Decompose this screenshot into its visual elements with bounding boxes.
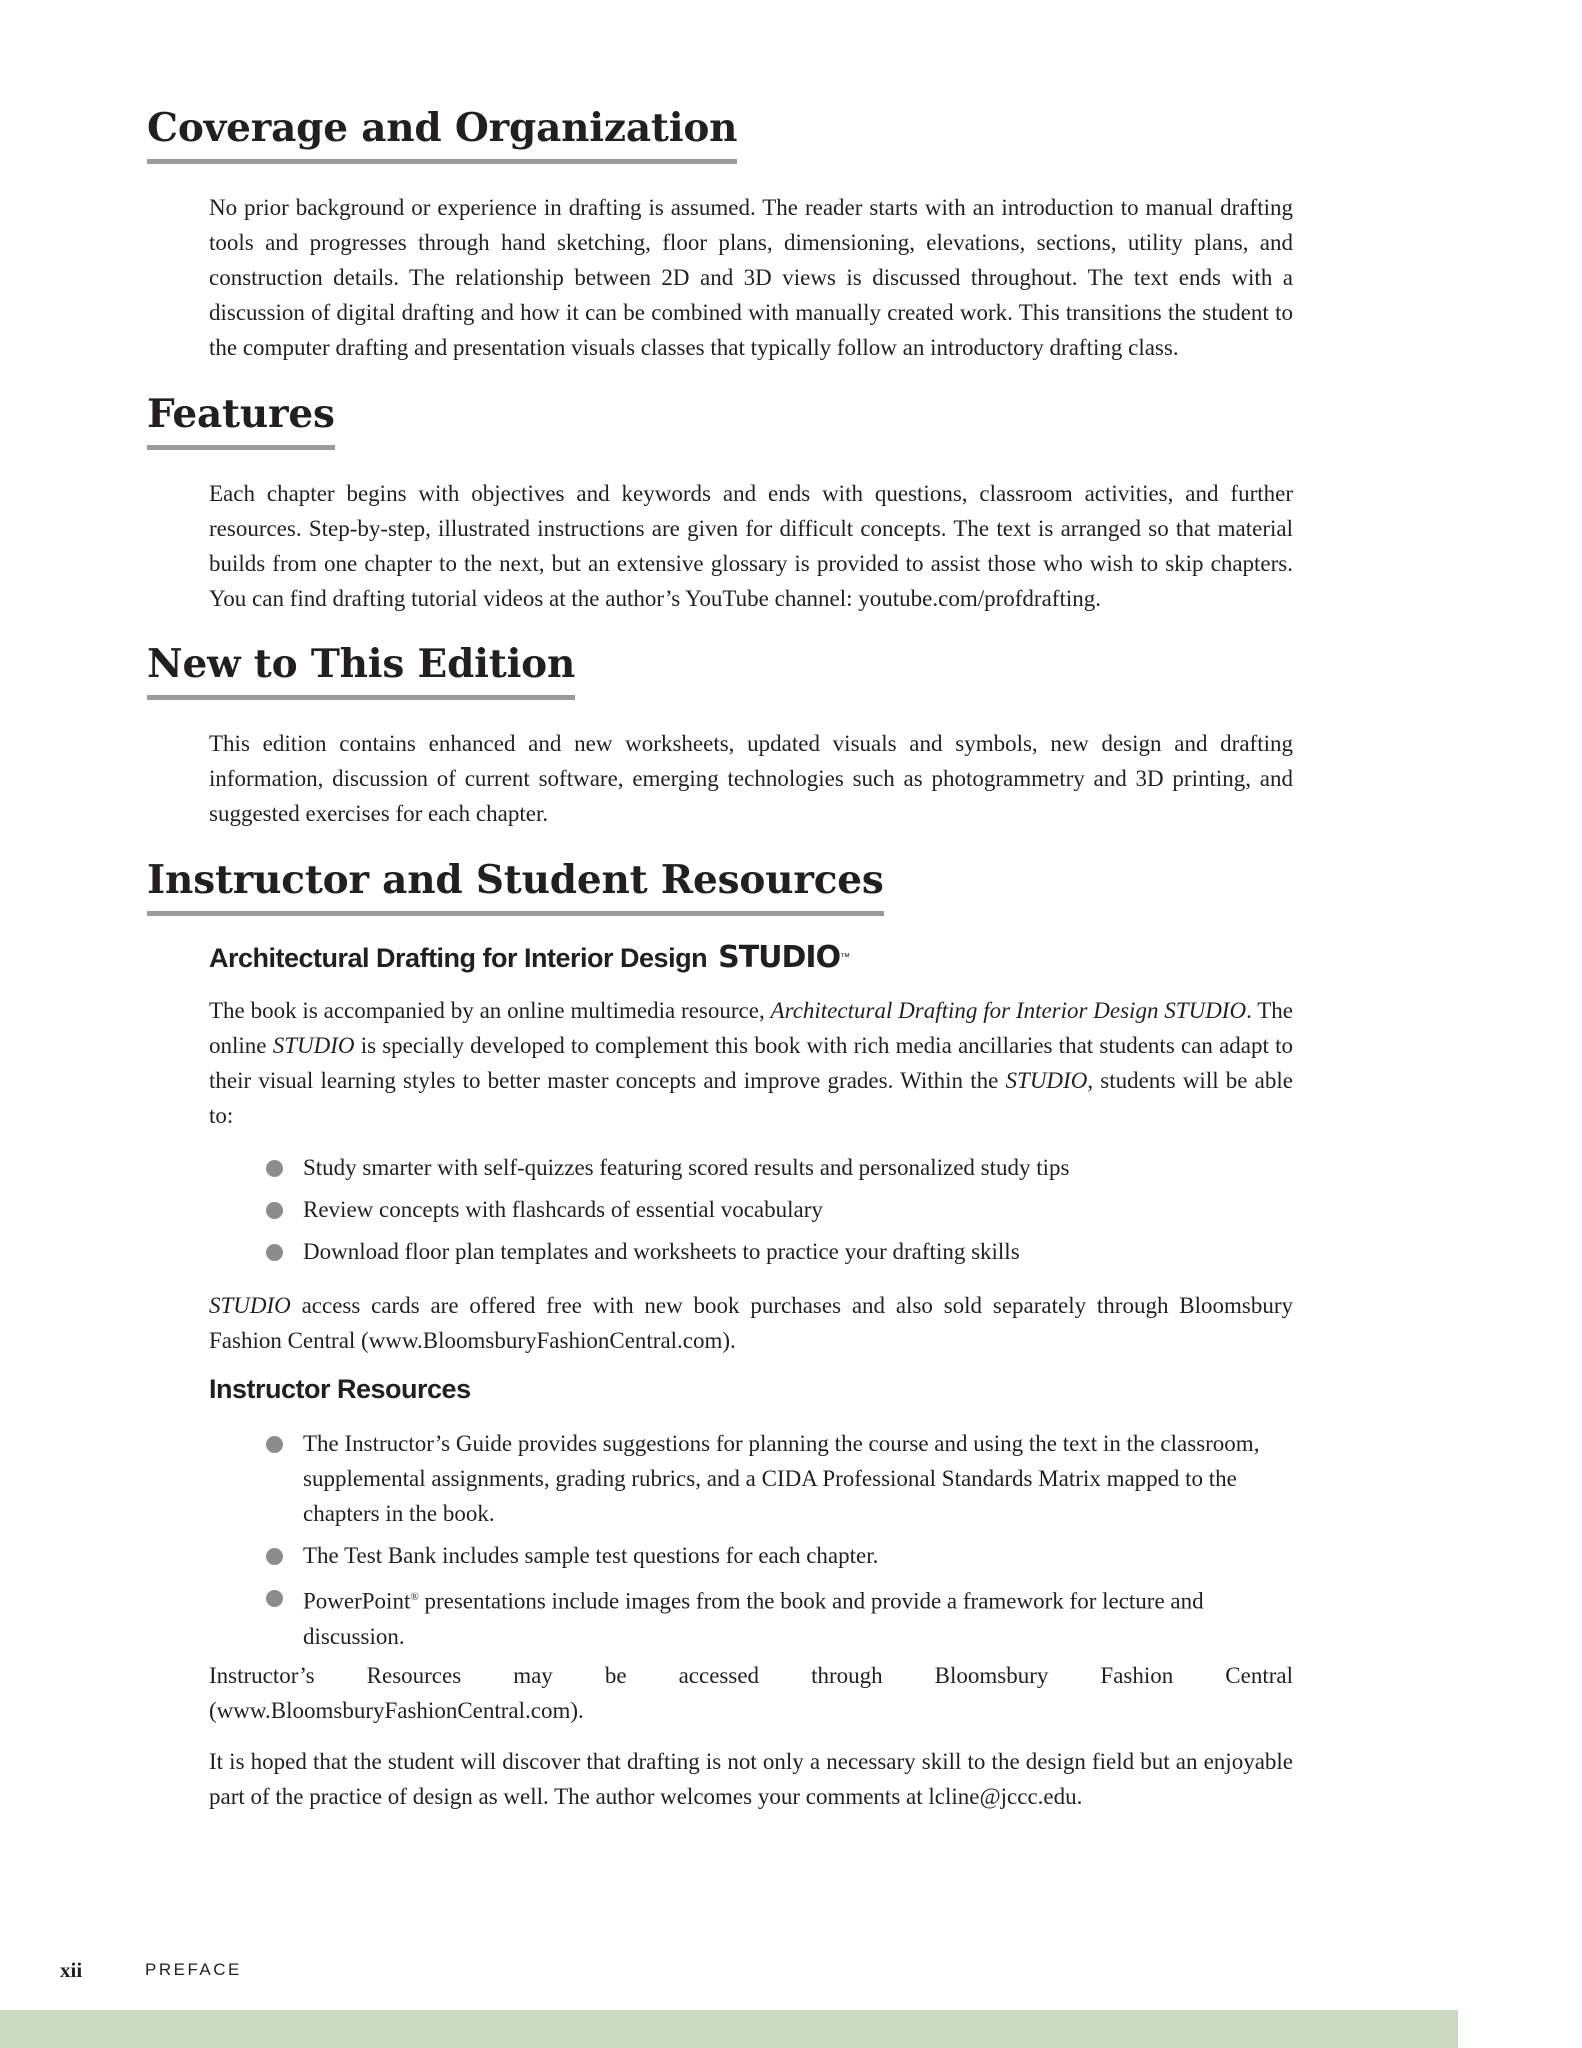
bullet-icon [266,1160,283,1177]
instructor-access-paragraph: Instructor’s Resources may be accessed through Bloomsbury Fashion Central (www.BloomsburyFashionCentral.com). [209,1663,1293,1723]
subheading-studio-text: Architectural Drafting for Interior Design [209,943,708,973]
bullet-icon [266,1244,283,1261]
heading-instructor-student-resources: Instructor and Student Resources [147,856,884,916]
bullet-icon [266,1548,283,1565]
list-item: Download floor plan templates and worksheets to practice your drafting skills [266,1234,1296,1269]
studio-access-paragraph: STUDIO access cards are offered free with new book purchases and also sold separately through Bloomsbury Fashion Central (www.BloomsburyFashionCentral.com). [209,1293,1293,1353]
bullet-icon [266,1590,283,1607]
instructor-resource-list [266,1426,1296,1661]
bullet-icon [266,1202,283,1219]
closing-paragraph: It is hoped that the student will discover that drafting is not only a necessary skill to the design field but an enjoyable part of the practice of design as well. The author welcomes your comments at lcline@jccc.edu. [209,1749,1293,1809]
features-paragraph: Each chapter begins with objectives and keywords and ends with questions, classroom activities, and further resources. Step-by-step, illustrated instructions are given for difficult concepts. The text is arranged so that material builds from one chapter to the next, but an extensive glossary is provided to assist those who wish to skip chapters. You can find drafting tutorial videos at the author’s YouTube channel: youtube.com/profdrafting. [209,481,1293,611]
list-item: Review concepts with flashcards of essential vocabulary [266,1192,1296,1227]
heading-coverage-organization: Coverage and Organization [147,104,737,164]
list-item: PowerPoint® presentations include images from the book and provide a framework for lecture and discussion. [266,1580,1296,1654]
studio-feature-list [266,1150,1296,1276]
subheading-instructor-resources: Instructor Resources [209,1374,471,1404]
running-footer-label: PREFACE [145,1960,242,1979]
list-item: The Test Bank includes sample test questions for each chapter. [266,1538,1296,1573]
bullet-icon [266,1436,283,1453]
studio-logo: STUDIO™ [718,940,850,975]
list-item: Study smarter with self-quizzes featuring scored results and personalized study tips [266,1150,1296,1185]
new-edition-paragraph: This edition contains enhanced and new worksheets, updated visuals and symbols, new design and drafting information, discussion of current software, emerging technologies such as photogrammetry and 3D printing, and suggested exercises for each chapter. [209,731,1293,826]
footer-color-band [0,2010,1458,2048]
page-number: xii [60,1958,83,1982]
heading-new-edition: New to This Edition [147,640,575,700]
list-item: The Instructor’s Guide provides suggestions for planning the course and using the text in the classroom, supplemental assignments, grading rubrics, and a CIDA Professional Standards Matrix mapped to the chapters in the book. [266,1426,1296,1531]
coverage-paragraph: No prior background or experience in drafting is assumed. The reader starts with an introduction to manual drafting tools and progresses through hand sketching, floor plans, dimensioning, elevations, sections, utility plans, and construction details. The relationship between 2D and 3D views is discussed throughout. The text ends with a discussion of digital drafting and how it can be combined with manually created work. This transitions the student to the computer drafting and presentation visuals classes that typically follow an introductory drafting class. [209,195,1293,360]
subheading-studio [209,941,849,975]
studio-intro-paragraph: The book is accompanied by an online multimedia resource, Architectural Drafting for Interior Design STUDIO. The online STUDIO is specially developed to complement this book with rich media ancillaries that students can adapt to their visual learning styles to better master concepts and improve grades. Within the STUDIO, students will be able to: [209,998,1294,1128]
heading-features: Features [147,390,335,450]
